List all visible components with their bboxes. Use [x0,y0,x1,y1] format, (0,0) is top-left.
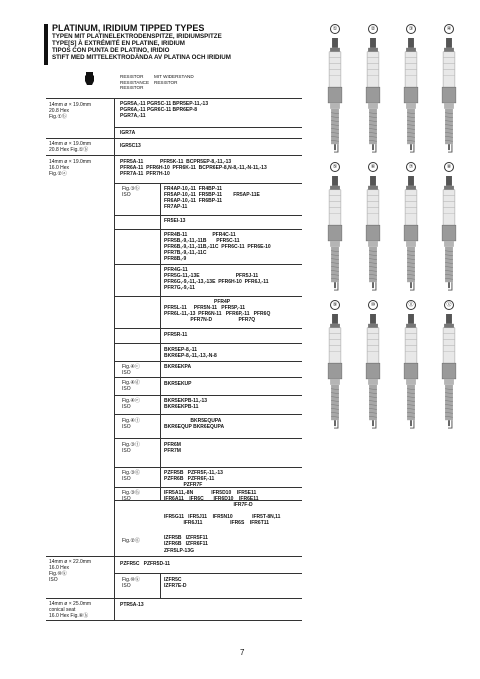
part-line: IFR5A11,-8N IFR5D10 IFR5E11 [164,490,257,496]
plug-number-badge: ① [330,24,340,34]
part-line: PFR5A-11 PFR5K-11 BCPR5EP-8,-11,-13 [120,159,232,165]
fig-iso-label: Fig.②ⓖ [122,538,140,544]
spark-plug-image [436,38,462,156]
spark-plug-image [322,176,348,294]
row-divider [46,138,302,139]
size-label [49,102,91,120]
part-line: IZFR5B IZFR5F11 [164,535,208,541]
row-divider [114,414,302,415]
spark-plug-illustrations [318,24,468,584]
row-divider [114,438,302,439]
row-divider [114,467,302,468]
resistor-label-en: RESISTOR [120,74,144,79]
resistor-symbol-icon [84,72,95,85]
row-divider [114,328,302,329]
plug-number-badge: ④ [444,24,454,34]
part-line: PFR4P [164,299,231,305]
part-line: PGR7A,-11 [120,113,146,119]
row-divider [46,98,302,99]
part-numbers: PFR5R-11 [164,332,188,338]
part-line: FR4AP-10,-11 FR4BP-11 [164,186,223,192]
part-numbers [164,535,208,547]
part-line: BKR5EP-8,-11 [164,347,198,353]
part-numbers [164,232,271,262]
iso-column-divider [160,573,161,598]
part-line: FR6AP-10,-11 FR6BP-11 [164,198,223,204]
part-line: BKR6EQUP BKR6EQUPA [164,424,225,430]
size-label: 14mm ø × 22.0mm 16.0 Hex Fig.⑩ⓚ ISO [49,559,92,583]
part-line: IZFR6B IZFR6F11 [164,541,208,547]
part-line: PFR6G,-9,-11,-13,-13E PFR6H-10 PFR6J,-11 [164,279,269,285]
row-divider [46,155,302,156]
part-line: BKR6EKPB-11 [164,404,199,410]
part-numbers [164,490,280,526]
part-line: PZFR7F [164,482,203,488]
fig-iso-label: Fig.④ⓔ ISO [122,398,140,410]
page-title: PLATINUM, IRIDIUM TIPPED TYPES [52,23,205,33]
part-line: IZFR5C [164,577,182,583]
spark-plug-image [360,38,386,156]
plug-number-badge: ⑥ [368,162,378,172]
row-divider [46,598,302,599]
part-line: PFR4B-11 PFR4C-11 [164,232,236,238]
row-divider [114,264,302,265]
spark-plug-image [360,176,386,294]
part-numbers: PZFR5C PZFR5D-11 [120,561,171,567]
spark-plug-image [398,176,424,294]
part-numbers [120,101,208,119]
resistor-label-es: RESISTOR [154,79,178,85]
row-divider [114,573,302,574]
part-line: PGR6A,-11 PGR6C-11 BPR6EP-8 [120,107,197,113]
row-divider [114,127,302,128]
part-numbers: PTR5A-13 [120,602,144,608]
subtitle-fr: TYPE[S] À EXTRÉMITÉ EN PLATINE, IRIDIUM [52,40,185,48]
fig-iso-label: Fig.④ⓕ ISO [122,418,140,430]
part-numbers [164,186,260,210]
plug-number-badge: ⑨ [330,300,340,310]
plug-number-badge: ⑦ [406,162,416,172]
spark-plug-image [398,38,424,156]
part-line: PFR4G-11 [164,267,188,273]
part-numbers: FR5EI-13 [164,218,186,224]
part-line: PFR6M [164,442,181,448]
part-line: PFR6A-11 PFR6H-10 PFR6K-11 BCPR6EP-8,N-8,-11,-N-11,-13 [120,165,267,171]
fig-iso-label: Fig.⑩ⓚ ISO [122,577,140,589]
part-numbers [120,159,267,177]
plug-number-badge: ⑧ [444,162,454,172]
fig-iso-label: Fig.③ⓕ ISO [122,442,140,454]
part-numbers: IGR7A [120,130,136,136]
part-numbers [164,470,223,488]
plug-number-badge: ③ [406,24,416,34]
part-line: PFR7B,-9,-11,-11C [164,250,207,256]
part-numbers [164,418,224,430]
resistor-label-fr: RESISTANCE [120,79,150,85]
part-numbers [164,267,269,291]
part-line: BKR6EP-8,-11,-13,-N-8 [164,353,217,359]
part-numbers [164,442,181,454]
part-line: PFR7A-11 PFR7H-10 [120,171,170,177]
parts-table [46,98,302,620]
part-numbers: ZFR5LP-13G [164,548,195,554]
row-divider [114,361,302,362]
plug-number-badge: ⑩ [368,300,378,310]
part-numbers [164,299,270,323]
plug-number-badge: ⑫ [444,300,454,310]
size-label: 14mm ø × 19.0mm 16.0 Hex Fig.②ⓐ [49,159,92,177]
part-line: PFR7G,-9,-11 [164,285,195,291]
part-line: BKR5EQUPA [164,418,222,424]
part-line: PFR5G-11,-13E PFR5J-11 [164,273,259,279]
spark-plug-image [322,314,348,432]
part-line: IZFR7E-D [164,583,187,589]
part-line: PGR5A,-11 PGR5C-11 BPR5EP-11,-13 [120,101,209,107]
row-divider [114,229,302,230]
part-line: PFR6L-11,-13 PFR6N-11 PFR6P,-11 PFR6Q [164,311,271,317]
row-divider [114,377,302,378]
fig-iso-label: Fig.④ⓒ ISO [122,364,140,376]
part-line: BKR5EKPB-11,-13 [164,398,208,404]
size-label-text: 14mm ø × 19.0mm 20.8 Hex Fig.①ⓑ [49,102,92,120]
row-divider [114,215,302,216]
part-line: FR5AP-10,-11 FR5BP-11 FR5AP-11E [164,192,260,198]
size-label: 14mm ø × 25.0mm conical seat 16.0 Hex Fig.⑥ⓗ [49,601,92,619]
plug-number-badge: ⑤ [330,162,340,172]
fig-iso-label: Fig.③ⓗ ISO [122,490,140,502]
fig-iso-label: Fig.③ⓖ ISO [122,470,140,482]
part-line: IFR5G11 IFR5J11 IFR5N10 IFR5T-8N,11 [164,514,281,520]
subtitle-de: TYPEN MIT PLATINELEKTRODENSPITZE, IRIDIUMSPITZE [52,33,222,40]
subtitle-sv: STIFT MED MITTELEKTRODÄNDA AV PLATINA OCH IRIDIUM [52,54,231,62]
page-number: 7 [240,648,245,657]
part-line: PFR6B,-9,-11,-11B,-11C PFR6C-11 PFR6E-10 [164,244,271,250]
row-divider [114,395,302,396]
part-line: PFR5B,-9,-11,-11B PFR5C-11 [164,238,240,244]
part-line: FR7AP-11 [164,204,188,210]
part-line: PZFR5B PZFR5F,-11,-13 [164,470,223,476]
subtitle-es: TIPOS CON PUNTA DE PLATINO, IRIDIO [52,47,170,55]
fig-iso-label: Fig.④ⓓ ISO [122,380,140,392]
plug-number-badge: ② [368,24,378,34]
size-label: 14mm ø × 19.0mm 20.8 Hex Fig.①ⓑ [49,141,92,153]
part-numbers: IGR5C13 [120,143,141,149]
row-divider [114,183,302,184]
iso-column-divider [160,183,161,500]
part-numbers [164,398,207,410]
fig-iso-label: Fig.③ⓑ ISO [122,186,140,198]
part-numbers: BKR5EKUP [164,381,192,387]
part-line: IFR6A11 IFR6C IFR6D10 IFR6E11 [164,496,259,502]
part-line: PZFR6B PZFR6F,-11 [164,476,215,482]
resistor-label-sv: RESISTOR [120,85,144,91]
row-divider [46,556,302,557]
header-accent-bar [44,24,48,65]
part-numbers [164,577,187,589]
part-line: PFR8B,-9 [164,256,187,262]
part-line: PFR5L-11 PFR5N-11 PFR5P,-11 [164,305,246,311]
part-line: IFR6J11 IFR6S IFR6T11 [164,520,270,526]
part-line: PFR7N-D PFR7Q [164,317,256,323]
part-line: PFR7M [164,448,181,454]
part-numbers: BKR6EKPA [164,364,192,370]
part-numbers [164,347,217,359]
table-frame [46,98,302,621]
spark-plug-image [360,314,386,432]
resistor-legend [120,74,194,91]
plug-number-badge: ⑪ [406,300,416,310]
spark-plug-image [436,314,462,432]
row-divider [114,296,302,297]
spark-plug-image [398,314,424,432]
spark-plug-image [436,176,462,294]
resistor-label-de: MIT WIDERSTAND [154,74,194,79]
part-line: IFR7F-D [164,502,253,508]
row-divider [114,343,302,344]
spark-plug-image [322,38,348,156]
page-header [52,23,312,61]
